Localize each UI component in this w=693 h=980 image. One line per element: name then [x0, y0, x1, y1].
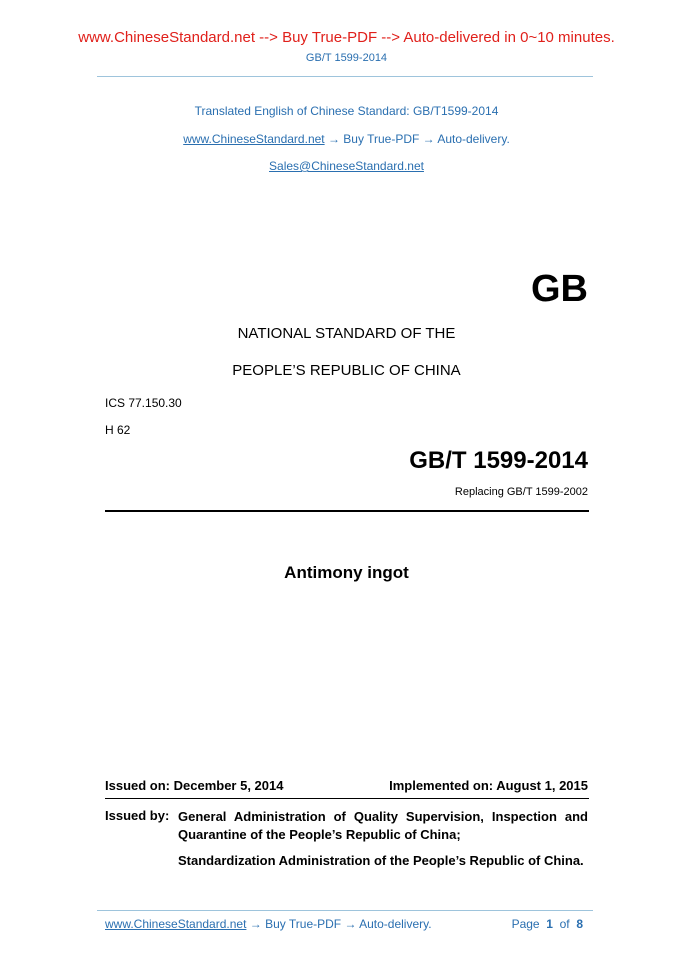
issued-on-date: Issued on: December 5, 2014: [105, 778, 284, 793]
intro-site-suffix: → Buy True-PDF → Auto-delivery.: [324, 132, 510, 146]
ics-code: ICS 77.150.30: [105, 396, 182, 410]
sales-email-link[interactable]: Sales@ChineseStandard.net: [269, 159, 424, 173]
page-current: 1: [546, 917, 553, 931]
cover-divider: [105, 510, 589, 512]
national-standard-line2: PEOPLE’S REPUBLIC OF CHINA: [232, 362, 461, 379]
gb-logo-mark: GB: [531, 268, 588, 310]
footer-site-suffix: → Buy True-PDF → Auto-delivery.: [246, 917, 432, 931]
intro-site-link[interactable]: www.ChineseStandard.net: [183, 132, 325, 146]
standard-number: GB/T 1599-2014: [409, 447, 588, 474]
national-standard-line1: NATIONAL STANDARD OF THE: [237, 325, 456, 342]
footer-site-link[interactable]: www.ChineseStandard.net: [105, 917, 247, 931]
page-of: of: [559, 917, 570, 931]
translation-note: Translated English of Chinese Standard: GB/T1599-2014: [194, 104, 499, 118]
sales-line: [0, 159, 693, 173]
issuer-1: General Administration of Quality Supervision, Inspection and Quarantine of the People’s Republic of China;: [178, 809, 588, 842]
document-title: Antimony ingot: [284, 563, 409, 582]
top-banner: www.ChineseStandard.net --> Buy True-PDF --> Auto-delivered in 0~10 minutes.: [78, 29, 615, 46]
page-label: Page: [511, 917, 540, 931]
page-number: [512, 917, 583, 931]
footer-link-line: [105, 917, 432, 931]
header-standard-code: GB/T 1599-2014: [305, 52, 388, 64]
dates-divider: [105, 798, 589, 799]
issuer-2: Standardization Administration of the People’s Republic of China.: [178, 853, 584, 868]
implemented-on-date: Implemented on: August 1, 2015: [389, 778, 588, 793]
classification-code: H 62: [105, 423, 131, 437]
page-total: 8: [576, 917, 583, 931]
issued-by-label: Issued by:: [105, 808, 170, 823]
header-divider: [97, 76, 593, 77]
footer-divider: [97, 910, 593, 911]
replacing-note: Replacing GB/T 1599-2002: [454, 486, 588, 498]
intro-link-line: [0, 132, 693, 146]
